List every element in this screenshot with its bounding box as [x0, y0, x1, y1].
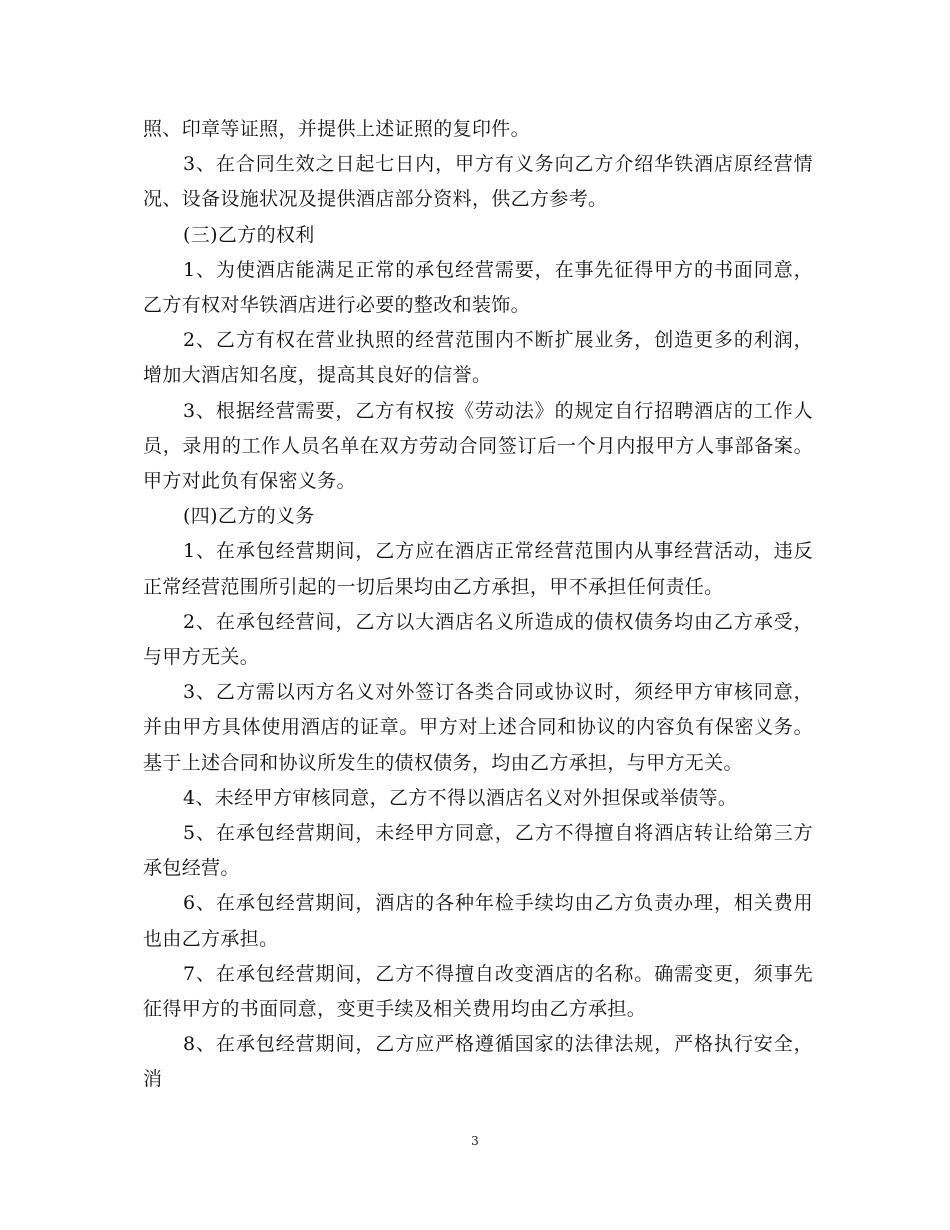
paragraph-2: 3、在合同生效之日起七日内，甲方有义务向乙方介绍华铁酒店原经营情况、设备设施状况及提供酒店部分资料，供乙方参考。 [143, 153, 813, 211]
paragraph-14: 7、在承包经营期间，乙方不得擅自改变酒店的名称。确需变更，须事先征得甲方的书面同意，变更手续及相关费用均由乙方承担。 [143, 962, 813, 1021]
paragraph-13: 6、在承包经营期间，酒店的各种年检手续均由乙方负责办理，相关费用也由乙方承担。 [143, 892, 813, 950]
page-number: 3 [471, 1134, 479, 1148]
section-heading-party-b-obligations: (四)乙方的义务 [183, 505, 315, 528]
paragraph-6: 3、根据经营需要，乙方有权按《劳动法》的规定自行招聘酒店的工作人员，录用的工作人员名单在双方劳动合同签订后一个月内报甲方人事部备案。甲方对此负有保密义务。 [143, 399, 813, 493]
paragraph-15: 8、在承包经营期间，乙方应严格遵循国家的法律法规，严格执行安全，消 [143, 1033, 813, 1091]
paragraph-5: 2、乙方有权在营业执照的经营范围内不断扩展业务，创造更多的利润，增加大酒店知名度，提高其良好的信誉。 [143, 329, 813, 387]
paragraph-8: 1、在承包经营期间，乙方应在酒店正常经营范围内从事经营活动，违反正常经营范围所引起的一切后果均由乙方承担，甲不承担任何责任。 [143, 540, 813, 598]
paragraph-12: 5、在承包经营期间，未经甲方同意，乙方不得擅自将酒店转让给第三方承包经营。 [143, 822, 813, 880]
paragraph-9: 2、在承包经营间，乙方以大酒店名义所造成的债权债务均由乙方承受，与甲方无关。 [143, 610, 813, 669]
paragraph-10: 3、乙方需以丙方名义对外签订各类合同或协议时，须经甲方审核同意，并由甲方具体使用酒店的证章。甲方对上述合同和协议的内容负有保密义务。基于上述合同和协议所发生的债权债务，均由乙方承担，与甲方无关。 [143, 681, 813, 774]
paragraph-11: 4、未经甲方审核同意，乙方不得以酒店名义对外担保或举债等。 [183, 786, 738, 809]
document-body [143, 112, 813, 1098]
section-heading-party-b-rights: (三)乙方的权利 [183, 223, 315, 246]
paragraph-1: 照、印章等证照，并提供上述证照的复印件。 [143, 118, 531, 140]
paragraph-4: 1、为使酒店能满足正常的承包经营需要，在事先征得甲方的书面同意，乙方有权对华铁酒店进行必要的整改和装饰。 [143, 258, 813, 317]
